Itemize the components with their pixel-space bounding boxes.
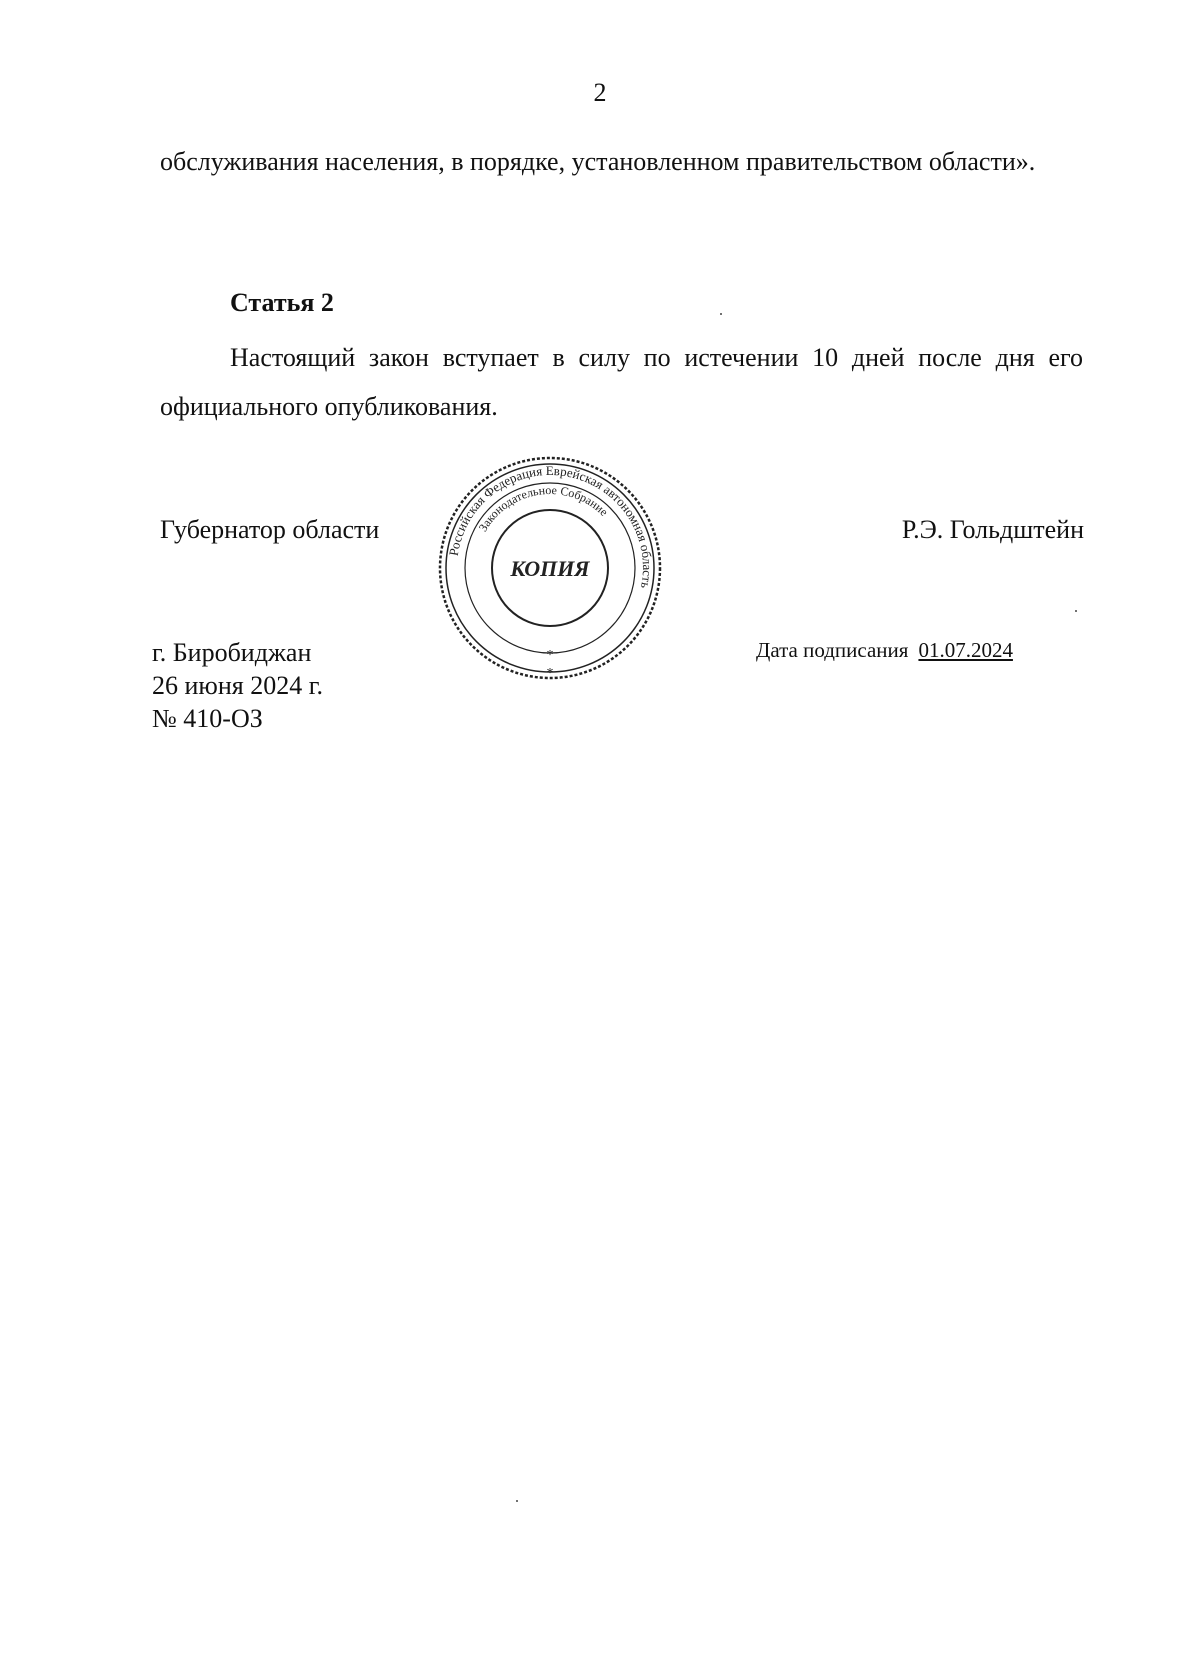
place-and-date-block	[152, 636, 323, 735]
signing-date-label: Дата подписания	[756, 638, 909, 662]
seal-center-text: КОПИЯ	[510, 556, 590, 581]
signing-date-line	[756, 638, 1013, 663]
seal-inner-text: Законодательное Собрание	[475, 482, 612, 534]
signing-date-value: 01.07.2024	[918, 638, 1013, 662]
adoption-date: 26 июня 2024 г.	[152, 671, 323, 700]
seal-star-bottom: *	[546, 666, 554, 681]
article-heading: Статья 2	[230, 288, 334, 317]
signatory-position: Губернатор области	[160, 515, 380, 544]
seal-outer-text: Российская Федерация Еврейская автономная область	[445, 462, 656, 590]
article-paragraph: Настоящий закон вступает в силу по истечении 10 дней после дня его официального опубликования.	[160, 343, 1083, 421]
scan-speck	[1075, 610, 1077, 612]
seal-star-top: *	[546, 648, 554, 663]
scan-speck	[516, 1500, 518, 1502]
law-number: № 410-ОЗ	[152, 704, 263, 733]
city: г. Биробиджан	[152, 638, 312, 667]
page-number: 2	[593, 78, 607, 107]
continuation-paragraph: обслуживания населения, в порядке, установленном правительством области».	[160, 147, 1036, 176]
official-seal	[437, 455, 663, 681]
signatory-name: Р.Э. Гольдштейн	[901, 515, 1084, 544]
seal-graphic	[437, 455, 663, 681]
scan-speck	[720, 313, 722, 315]
